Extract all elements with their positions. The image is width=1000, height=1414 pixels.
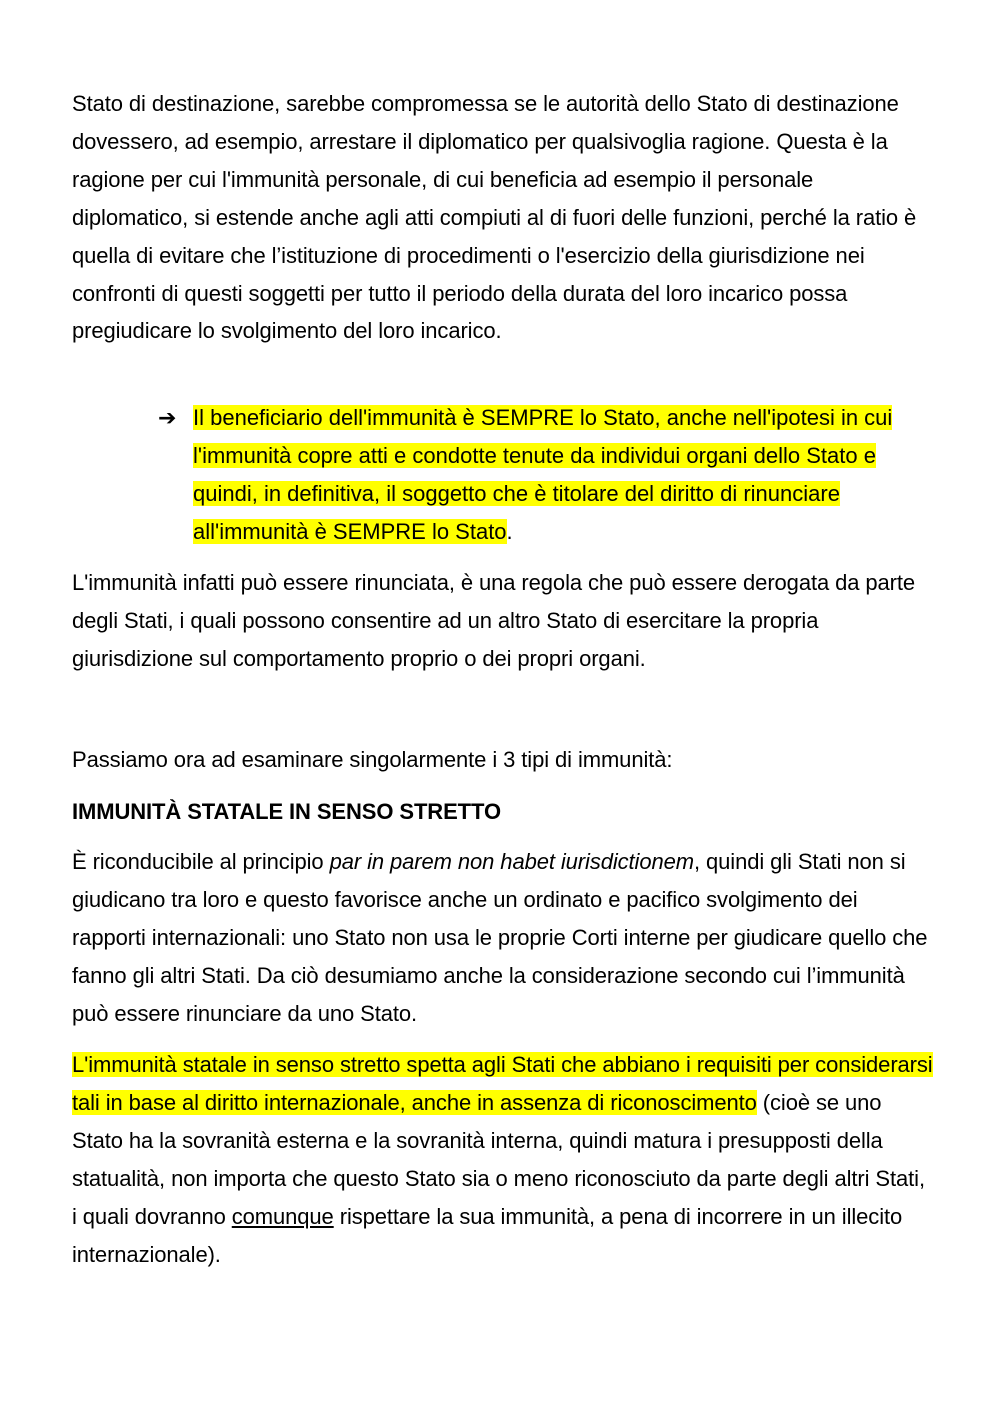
p5-end: rispettare la sua immunità, a pena di incorrere in un illecito internazionale). <box>72 1203 903 1267</box>
highlighted-requisiti-text: L'immunità statale in senso stretto spetta agli Stati che abbiano i requisiti per considerarsi tali in base al diritto internazionale, anche in assenza di riconoscimento <box>72 1052 933 1115</box>
highlighted-bullet-text: Il beneficiario dell'immunità è SEMPRE lo Stato, anche nell'ipotesi in cui l'immunità copre atti e condotte tenute da individui organi dello Stato e quindi, in definitiva, il soggetto che è titolare del diritto di rinunciare all'immunità è SEMPRE lo Stato <box>193 405 893 544</box>
p4-start: È riconducibile al principio <box>72 849 330 874</box>
paragraph-immunita-statale <box>72 1046 934 1273</box>
paragraph-rinuncia: L'immunità infatti può essere rinunciata, è una regola che può essere derogata da parte degli Stati, i quali possono consentire ad un altro Stato di esercitare la propria giurisdizione sul comportamento proprio o dei propri organi. <box>72 570 916 671</box>
bullet-tail: . <box>506 518 513 544</box>
p5-middle: (cioè se uno Stato ha la sovranità esterna e la sovranità interna, quindi matura i presupposti della statualità, non importa che questo Stato sia o meno riconosciuto da parte degli altri Stati, i quali dovranno <box>72 1089 925 1229</box>
section-heading: IMMUNITÀ STATALE IN SENSO STRETTO <box>72 799 501 824</box>
paragraph-par-in-parem <box>72 843 934 1033</box>
bullet-text <box>193 399 913 551</box>
paragraph-immunita-personale: Stato di destinazione, sarebbe compromessa se le autorità dello Stato di destinazione dovessero, ad esempio, arrestare il diplomatico per qualsivoglia ragione. Questa è la ragione per cui l'immunità personale, di cui beneficia ad esempio il personale diplomatico, si estende anche agli atti compiuti al di fuori delle funzioni, perché la ratio è quella di evitare che l’istituzione di procedimenti o l'esercizio della giurisdizione nei confronti di questi soggetti per tutto il periodo della durata del loro incarico possa pregiudicare lo svolgimento del loro incarico. <box>72 91 917 344</box>
right-arrow-icon: ➔ <box>158 405 177 430</box>
paragraph-tipi-immunita: Passiamo ora ad esaminare singolarmente i 3 tipi di immunità: <box>72 747 673 772</box>
latin-maxim: par in parem non habet iurisdictionem <box>329 849 694 874</box>
p4-end: , quindi gli Stati non si giudicano tra loro e questo favorisce anche un ordinato e pacifico svolgimento dei rapporti internazionali: uno Stato non usa le proprie Corti interne per giudicare quello che fanno gli altri Stati. Da ciò desumiamo anche la considerazione secondo cui l’immunità può essere rinunciare da uno Stato. <box>72 849 928 1026</box>
underlined-comunque: comunque <box>231 1203 334 1229</box>
